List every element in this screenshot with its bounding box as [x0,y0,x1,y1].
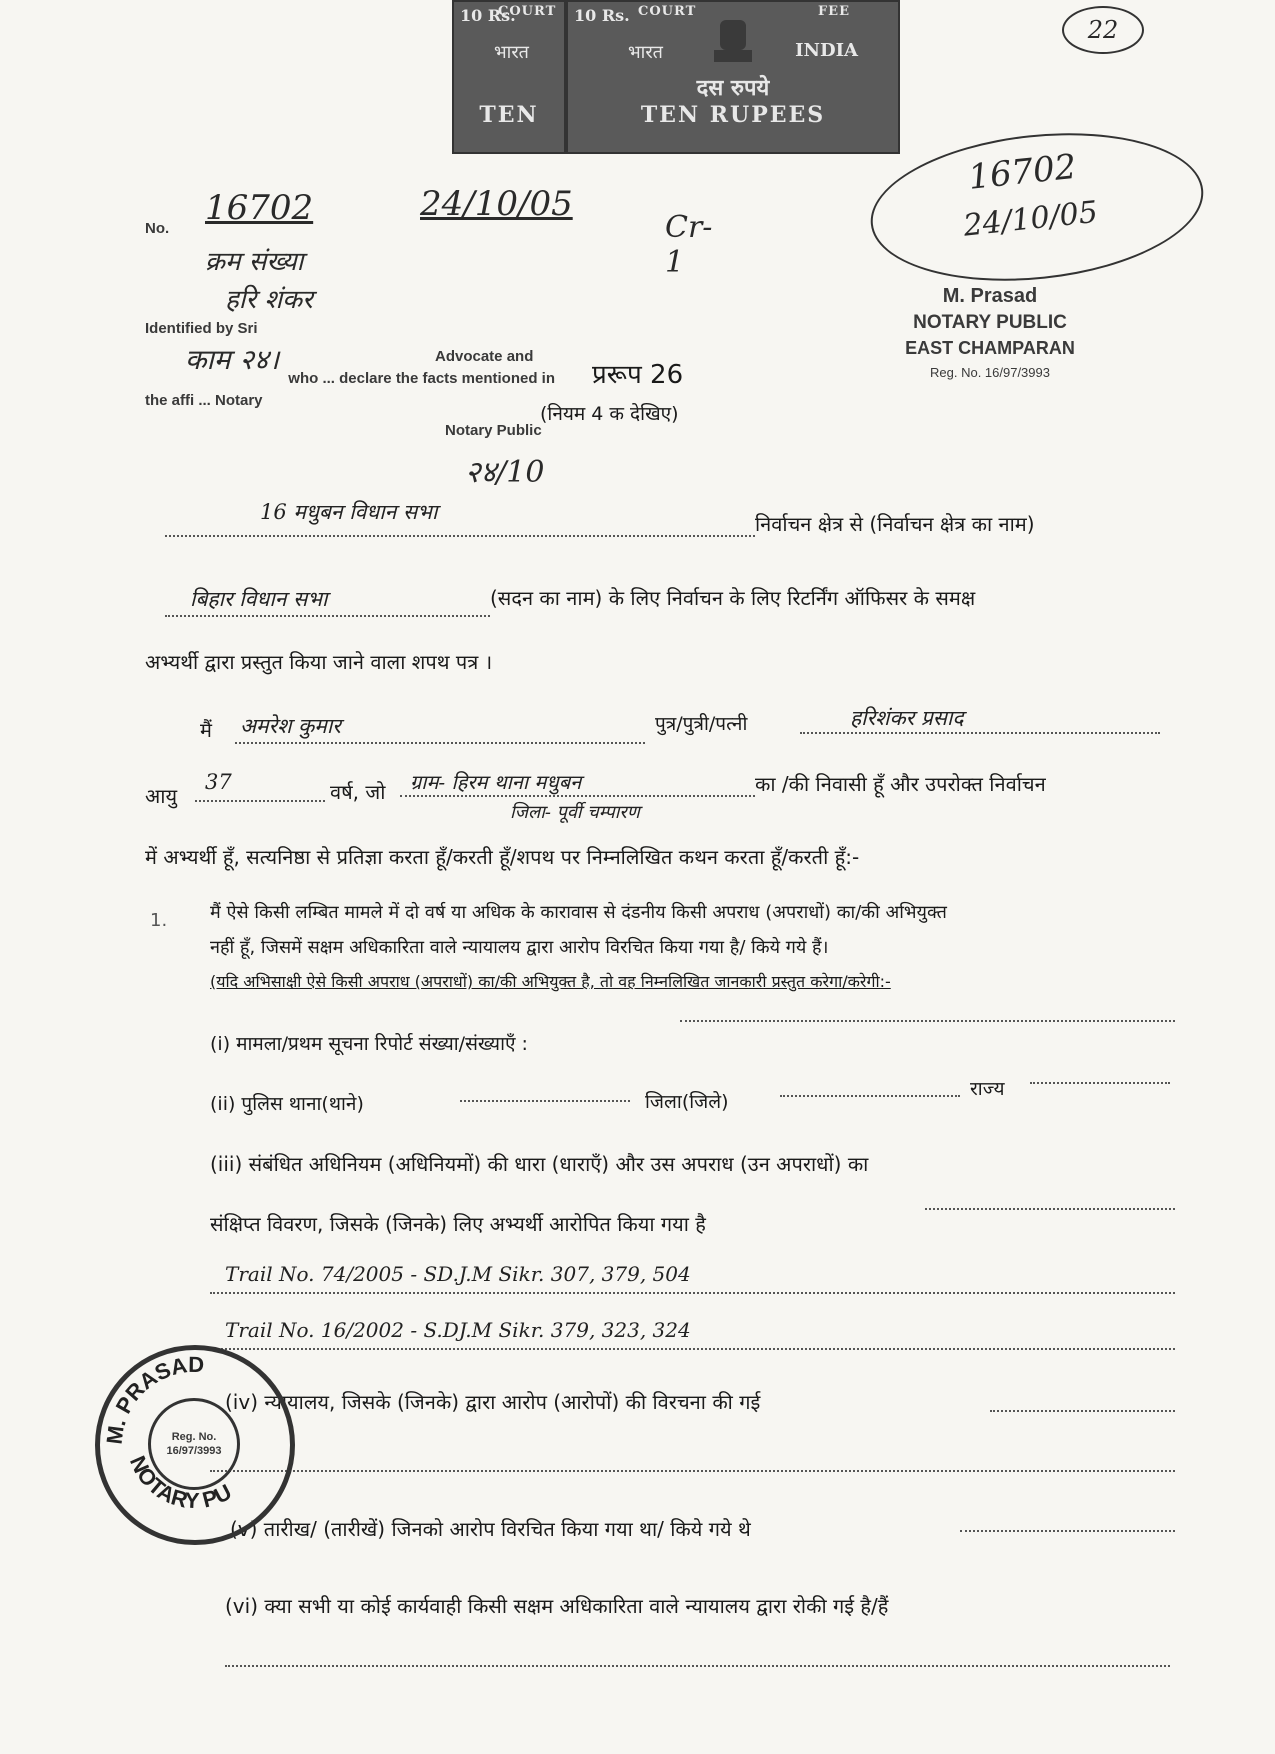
subitem-ii-state-dots [1030,1082,1170,1084]
subitem-iii-line2: संक्षिप्त विवरण, जिसके (जिनके) लिए अभ्यर्थी आरोपित किया गया है [210,1212,706,1236]
subitem-iii-line1: (iii) संबंधित अधिनियम (अधिनियमों) की धारा (धाराएँ) और उस अपराध (उन अपराधों) का [210,1152,869,1176]
oval-number: 16702 [966,146,1079,198]
ashoka-emblem-icon [708,10,758,70]
house-dots [165,615,490,617]
i-label: मैं [200,718,212,742]
house-handwritten: बिहार विधान सभा [190,587,328,611]
address-value: ग्राम- हिरम थाना मधुबन [410,770,582,794]
subitem-iii-dots [925,1208,1175,1210]
subitem-ii-state: राज्य [970,1078,1005,1100]
stamp-bharat: भारत [494,42,529,63]
court-fee-stamp-right [566,0,900,154]
subitem-v: (v) तारीख/ (तारीखें) जिनको आरोप विरचित किया गया था/ किये गये थे [230,1517,751,1541]
declarant-name: अमरेश कुमार [240,714,341,738]
trial-2: Trail No. 16/2002 - S.DJ.M Sikr. 379, 323, 324 [225,1318,691,1342]
subitem-i-dots [680,1020,1175,1022]
name-dots [235,742,645,744]
relation-label: पुत्र/पुत्री/पत्नी [655,713,748,735]
trial-1-dots [210,1292,1175,1294]
age-label: आयु [145,784,178,808]
page-number-circle [1062,6,1144,54]
page-number: 22 [1087,16,1119,44]
subitem-vi: (vi) क्या सभी या कोई कार्यवाही किसी सक्षम अधिकारिता वाले न्यायालय द्वारा रोकी गई है/हैं [225,1594,889,1618]
seal-bottom-text: NOTARY PU [124,1452,236,1514]
notary-signature-mark: २४/10 [465,455,545,490]
notary-name: M. Prasad [942,285,1038,307]
seal-inner-text: Reg. No. 16/97/3993 [166,1431,222,1457]
form-title: प्ररूप 26 [592,360,684,390]
oval-date-stamp [863,118,1210,296]
notary-place: EAST CHAMPARAN [905,338,1075,358]
stamp-denomination: 10 Rs. [574,6,630,25]
address-dots [400,795,755,797]
subitem-vi-dots [225,1665,1170,1667]
oval-date: 24/10/05 [961,194,1100,244]
round-notary-seal [95,1345,295,1545]
identified-label: Identified by Sri [145,320,258,337]
subitem-ii-district-dots [780,1095,960,1097]
stamp-denomination: 10 Rs. [460,6,516,25]
notary-reg-no: Reg. No. 16/97/3993 [930,365,1050,380]
father-name: हरिशंकर प्रसाद [850,706,964,730]
court-fee-stamp-left [452,0,566,154]
oath-line: में अभ्यर्थी हूँ, सत्यनिष्ठा से प्रतिज्ञा करता हूँ/करती हूँ/शपथ पर निम्नलिखित कथन करता हूँ/करती हूँ:- [145,845,860,869]
trial-2-dots [210,1348,1175,1350]
subitem-ii-police-dots [460,1100,630,1102]
father-dots [800,732,1160,734]
identified-value: काम २४। [185,343,280,376]
stamp-court: COURT [498,4,557,19]
advocate-label: Advocate and [435,348,534,365]
trial-1: Trail No. 74/2005 - SD.J.M Sikr. 307, 379, 504 [225,1262,691,1286]
register-line2: क्रम संख्या [205,247,304,277]
register-date-value: 24/10/05 [420,184,573,224]
constituency-label: निर्वाचन क्षेत्र से (निर्वाचन क्षेत्र का नाम) [755,512,1035,536]
subitem-ii-district: जिला(जिले) [645,1091,729,1113]
subitem-iv-dots [990,1410,1175,1412]
stamp-fee: FEE [817,4,850,19]
years-label: वर्ष, जो [330,780,386,804]
register-line3: हरि शंकर [225,285,313,315]
facts-label: who ... declare the facts mentioned in [288,370,555,387]
stamp-hindi-amount: दस रुपये [696,75,770,101]
subitem-ii-police: (ii) पुलिस थाना(थाने) [210,1093,364,1115]
item1-note: (यदि अभिसाक्षी ऐसे किसी अपराध (अपराधों) का/की अभियुक्त है, तो वह निम्नलिखित जानकारी प्रस्तुत करेगा/करेगी:- [210,972,891,991]
stamp-india: INDIA [795,40,858,61]
age-value: 37 [205,770,232,794]
constituency-dots [165,535,755,537]
subitem-i: (i) मामला/प्रथम सूचना रिपोर्ट संख्या/संख्याएँ : [210,1033,528,1055]
form-rule: (नियम 4 क देखिए) [540,403,679,425]
address-line2: जिला- पूर्वी चम्पारण [510,802,640,823]
item1-line1: मैं ऐसे किसी लम्बित मामले में दो वर्ष या अधिक के कारावास से दंडनीय किसी अपराध (अपराधों) का/की अभियुक्त [210,902,947,923]
notary-title: NOTARY PUBLIC [913,312,1067,333]
affidavit-line: अभ्यर्थी द्वारा प्रस्तुत किया जाने वाला शपथ पत्र । [145,650,493,674]
register-no-label: No. [145,220,170,237]
office-label: the affi ... Notary [145,392,263,409]
subitem-iv: (iv) न्यायालय, जिसके (जिनके) द्वारा आरोप (आरोपों) की विरचना की गई [225,1390,761,1414]
subitem-v-dots [960,1530,1175,1532]
notary-public-label: Notary Public [445,422,542,439]
stamp-court: COURT [638,4,697,19]
item1-number: 1. [150,910,168,931]
notary-stamp [880,285,1100,380]
seal-outer-text: M. PRASAD [101,1351,205,1446]
register-cr-mark: Cr-1 [665,210,713,280]
stamp-bharat: भारत [628,42,663,63]
stamp-english-amount: TEN RUPEES [640,102,826,128]
seal-inner-circle [148,1398,240,1490]
resident-label: का /की निवासी हूँ और उपरोक्त निर्वाचन [755,772,1046,796]
age-dots [195,800,325,802]
subitem-iv-dots-2 [210,1470,1175,1472]
stamp-english-amount: TEN [479,102,539,128]
register-no-value: 16702 [205,188,314,228]
house-label: (सदन का नाम) के लिए निर्वाचन के लिए रिटर्निंग ऑफिसर के समक्ष [490,586,976,610]
constituency-handwritten: 16 मधुबन विधान सभा [260,500,438,524]
item1-line2: नहीं हूँ, जिसमें सक्षम अधिकारिता वाले न्यायालय द्वारा आरोप विरचित किया गया है/ किये गये हैं। [210,937,829,958]
